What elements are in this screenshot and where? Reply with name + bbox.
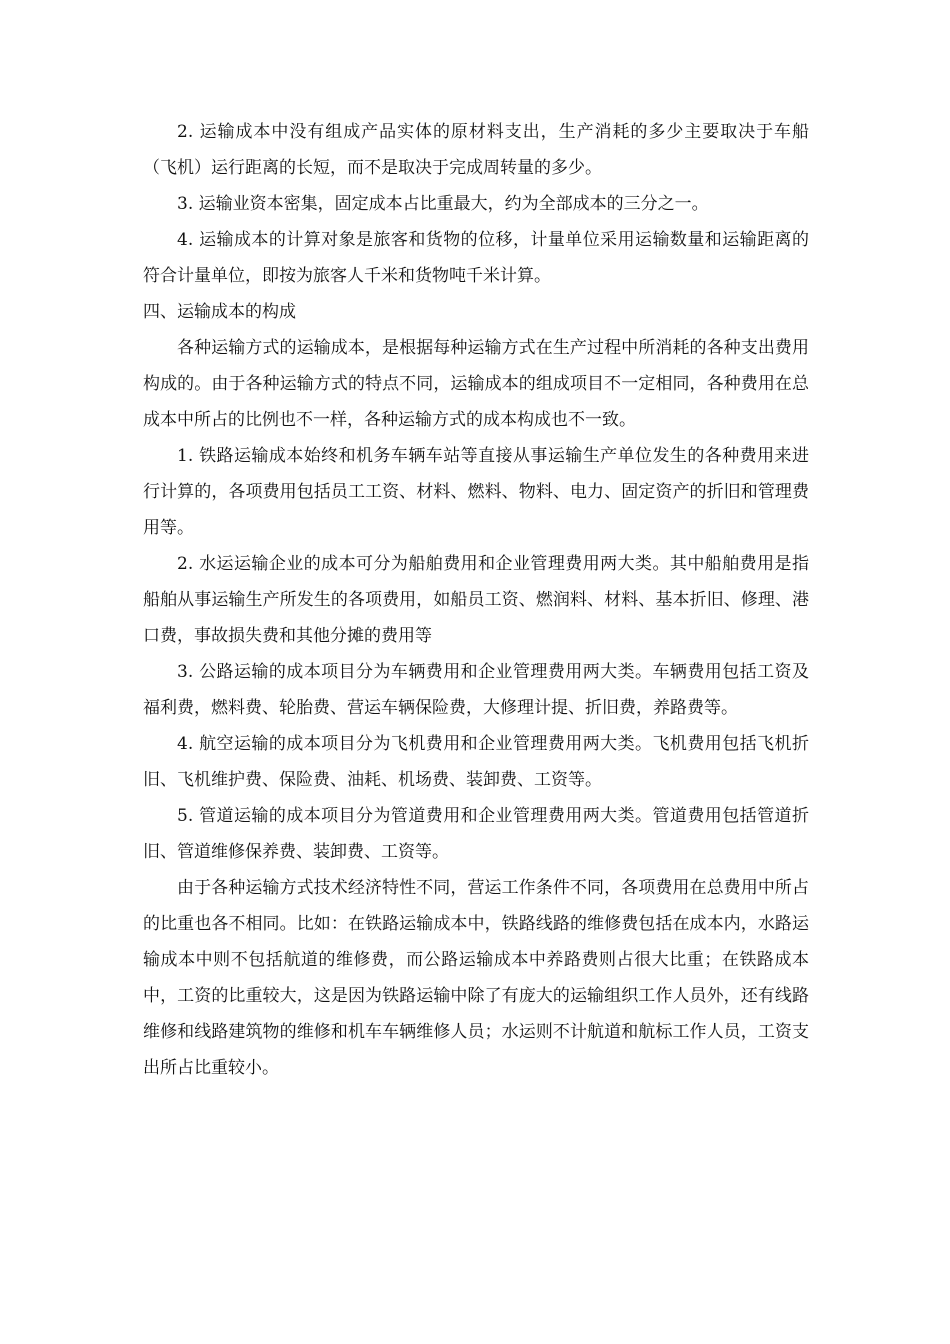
paragraph-point-4-unit: 4. 运输成本的计算对象是旅客和货物的位移，计量单位采用运输数量和运输距离的符合计量单位，即按为旅客人千米和货物吨千米计算。 [143, 230, 809, 286]
paragraph-air: 4. 航空运输的成本项目分为飞机费用和企业管理费用两大类。飞机费用包括飞机折旧、飞机维护费、保险费、油耗、机场费、装卸费、工资等。 [143, 734, 809, 790]
paragraph-intro: 各种运输方式的运输成本，是根据每种运输方式在生产过程中所消耗的各种支出费用构成的。由于各种运输方式的特点不同，运输成本的组成项目不一定相同，各种费用在总成本中所占的比例也不一样，各种运输方式的成本构成也不一致。 [143, 338, 809, 430]
paragraph-point-3-capital: 3. 运输业资本密集，固定成本占比重最大，约为全部成本的三分之一。 [177, 194, 709, 214]
paragraph-point-2-material: 2. 运输成本中没有组成产品实体的原材料支出，生产消耗的多少主要取决于车船（飞机）运行距离的长短，而不是取决于完成周转量的多少。 [143, 122, 809, 178]
paragraph-pipeline: 5. 管道运输的成本项目分为管道费用和企业管理费用两大类。管道费用包括管道折旧、管道维修保养费、装卸费、工资等。 [143, 806, 809, 862]
paragraph-comparison: 由于各种运输方式技术经济特性不同，营运工作条件不同，各项费用在总费用中所占的比重也各不相同。比如：在铁路运输成本中，铁路线路的维修费包括在成本内，水路运输成本中则不包括航道的维修费，而公路运输成本中养路费则占很大比重；在铁路成本中，工资的比重较大，这是因为铁路运输中除了有庞大的运输组织工作人员外，还有线路维修和线路建筑物的维修和机车车辆维修人员；水运则不计航道和航标工作人员，工资支出所占比重较小。 [143, 878, 809, 1078]
paragraph-road: 3. 公路运输的成本项目分为车辆费用和企业管理费用两大类。车辆费用包括工资及福利费，燃料费、轮胎费、营运车辆保险费，大修理计提、折旧费，养路费等。 [143, 662, 809, 718]
section-heading: 四、运输成本的构成 [143, 302, 296, 322]
paragraph-railway: 1. 铁路运输成本始终和机务车辆车站等直接从事运输生产单位发生的各种费用来进行计算的，各项费用包括员工工资、材料、燃料、物料、电力、固定资产的折旧和管理费用等。 [143, 446, 809, 538]
paragraph-water: 2. 水运运输企业的成本可分为船舶费用和企业管理费用两大类。其中船舶费用是指船舶从事运输生产所发生的各项费用，如船员工资、燃润料、材料、基本折旧、修理、港口费，事故损失费和其他分摊的费用等 [143, 554, 809, 646]
document-body [143, 114, 809, 1086]
